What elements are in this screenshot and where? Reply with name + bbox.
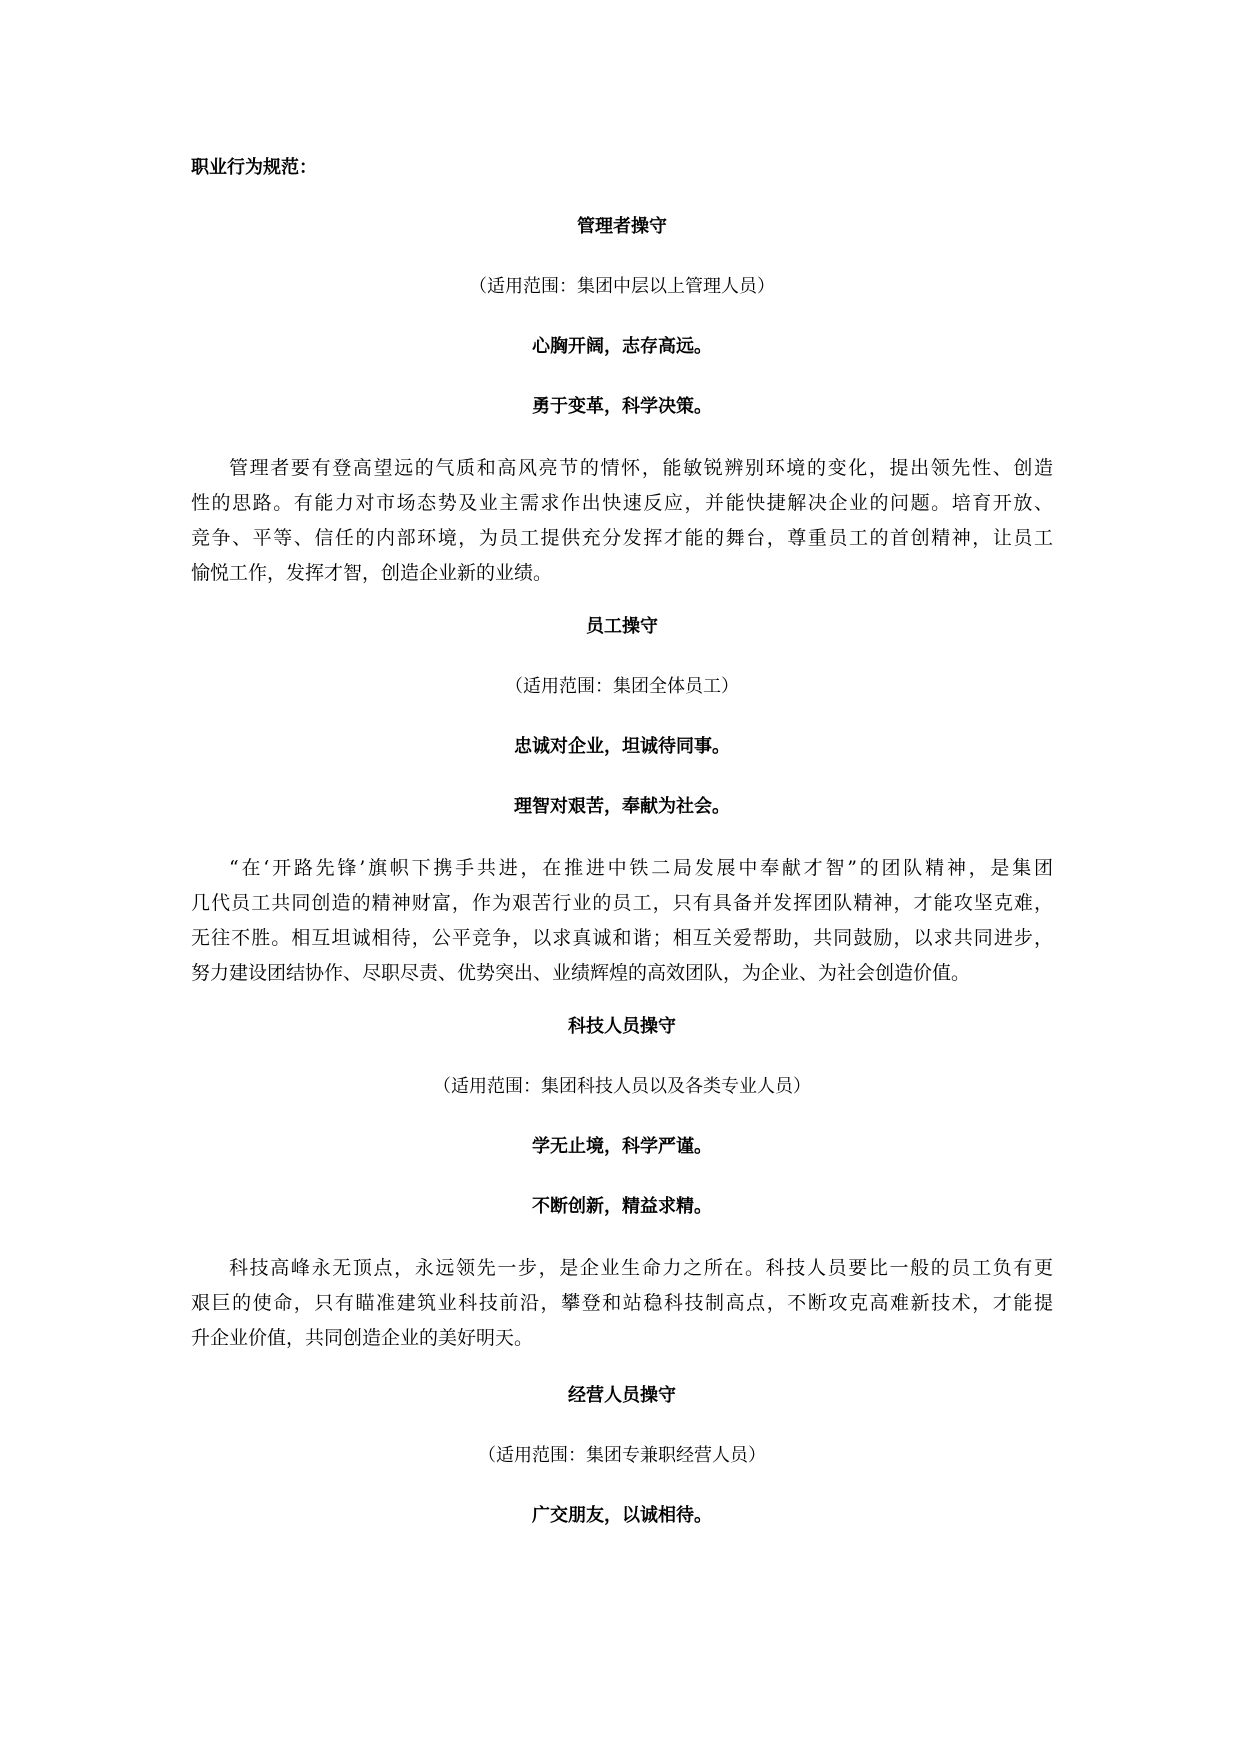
paragraph-line: 竞争、平等、信任的内部环境，为员工提供充分发挥才能的舞台，尊重员工的首创精神，让员工 [191, 527, 1053, 549]
section-paragraph-tech-staff [191, 1251, 1053, 1356]
document-heading: 职业行为规范： [191, 157, 317, 178]
paragraph-line: 努力建设团结协作、尽职尽责、优势突出、业绩辉煌的高效团队，为企业、为社会创造价值。 [191, 962, 971, 984]
section-title-managers: 管理者操守 [577, 216, 667, 237]
section-paragraph-managers [191, 451, 1053, 591]
section-title-business-staff: 经营人员操守 [568, 1385, 676, 1406]
section-motto-tech-staff-2: 不断创新，精益求精。 [532, 1196, 712, 1217]
section-motto-employees-1: 忠诚对企业，坦诚待同事。 [514, 736, 730, 757]
paragraph-line: 无往不胜。相互坦诚相待，公平竞争，以求真诚和谐；相互关爱帮助，共同鼓励，以求共同进步， [191, 927, 1053, 949]
paragraph-line: 科技高峰永无顶点，永远领先一步，是企业生命力之所在。科技人员要比一般的员工负有更 [229, 1257, 1053, 1279]
section-motto-employees-2: 理智对艰苦，奉献为社会。 [514, 796, 730, 817]
paragraph-line: 愉悦工作，发挥才智，创造企业新的业绩。 [191, 562, 553, 584]
section-scope-tech-staff: （适用范围：集团科技人员以及各类专业人员） [433, 1076, 811, 1097]
section-scope-business-staff: （适用范围：集团专兼职经营人员） [478, 1445, 766, 1466]
paragraph-line: 升企业价值，共同创造企业的美好明天。 [191, 1327, 534, 1349]
paragraph-line: 艰巨的使命，只有瞄准建筑业科技前沿，攀登和站稳科技制高点，不断攻克高难新技术，才能提 [191, 1292, 1053, 1314]
paragraph-line: 性的思路。有能力对市场态势及业主需求作出快速反应，并能快捷解决企业的问题。培育开放、 [191, 492, 1053, 514]
section-title-tech-staff: 科技人员操守 [568, 1016, 676, 1037]
paragraph-line: 几代员工共同创造的精神财富，作为艰苦行业的员工，只有具备并发挥团队精神，才能攻坚克难， [191, 892, 1053, 914]
section-motto-managers-1: 心胸开阔，志存高远。 [532, 336, 712, 357]
paragraph-line: “在‘开路先锋’旗帜下携手共进，在推进中铁二局发展中奉献才智”的团队精神，是集团 [229, 857, 1053, 879]
section-paragraph-employees [191, 851, 1053, 991]
section-motto-tech-staff-1: 学无止境，科学严谨。 [532, 1136, 712, 1157]
section-scope-managers: （适用范围：集团中层以上管理人员） [469, 276, 775, 297]
section-title-employees: 员工操守 [586, 616, 658, 637]
section-motto-managers-2: 勇于变革，科学决策。 [532, 396, 712, 417]
section-scope-employees: （适用范围：集团全体员工） [505, 676, 739, 697]
section-motto-business-staff-1: 广交朋友，以诚相待。 [532, 1505, 712, 1526]
paragraph-line: 管理者要有登高望远的气质和高风亮节的情怀，能敏锐辨别环境的变化，提出领先性、创造 [229, 457, 1053, 479]
